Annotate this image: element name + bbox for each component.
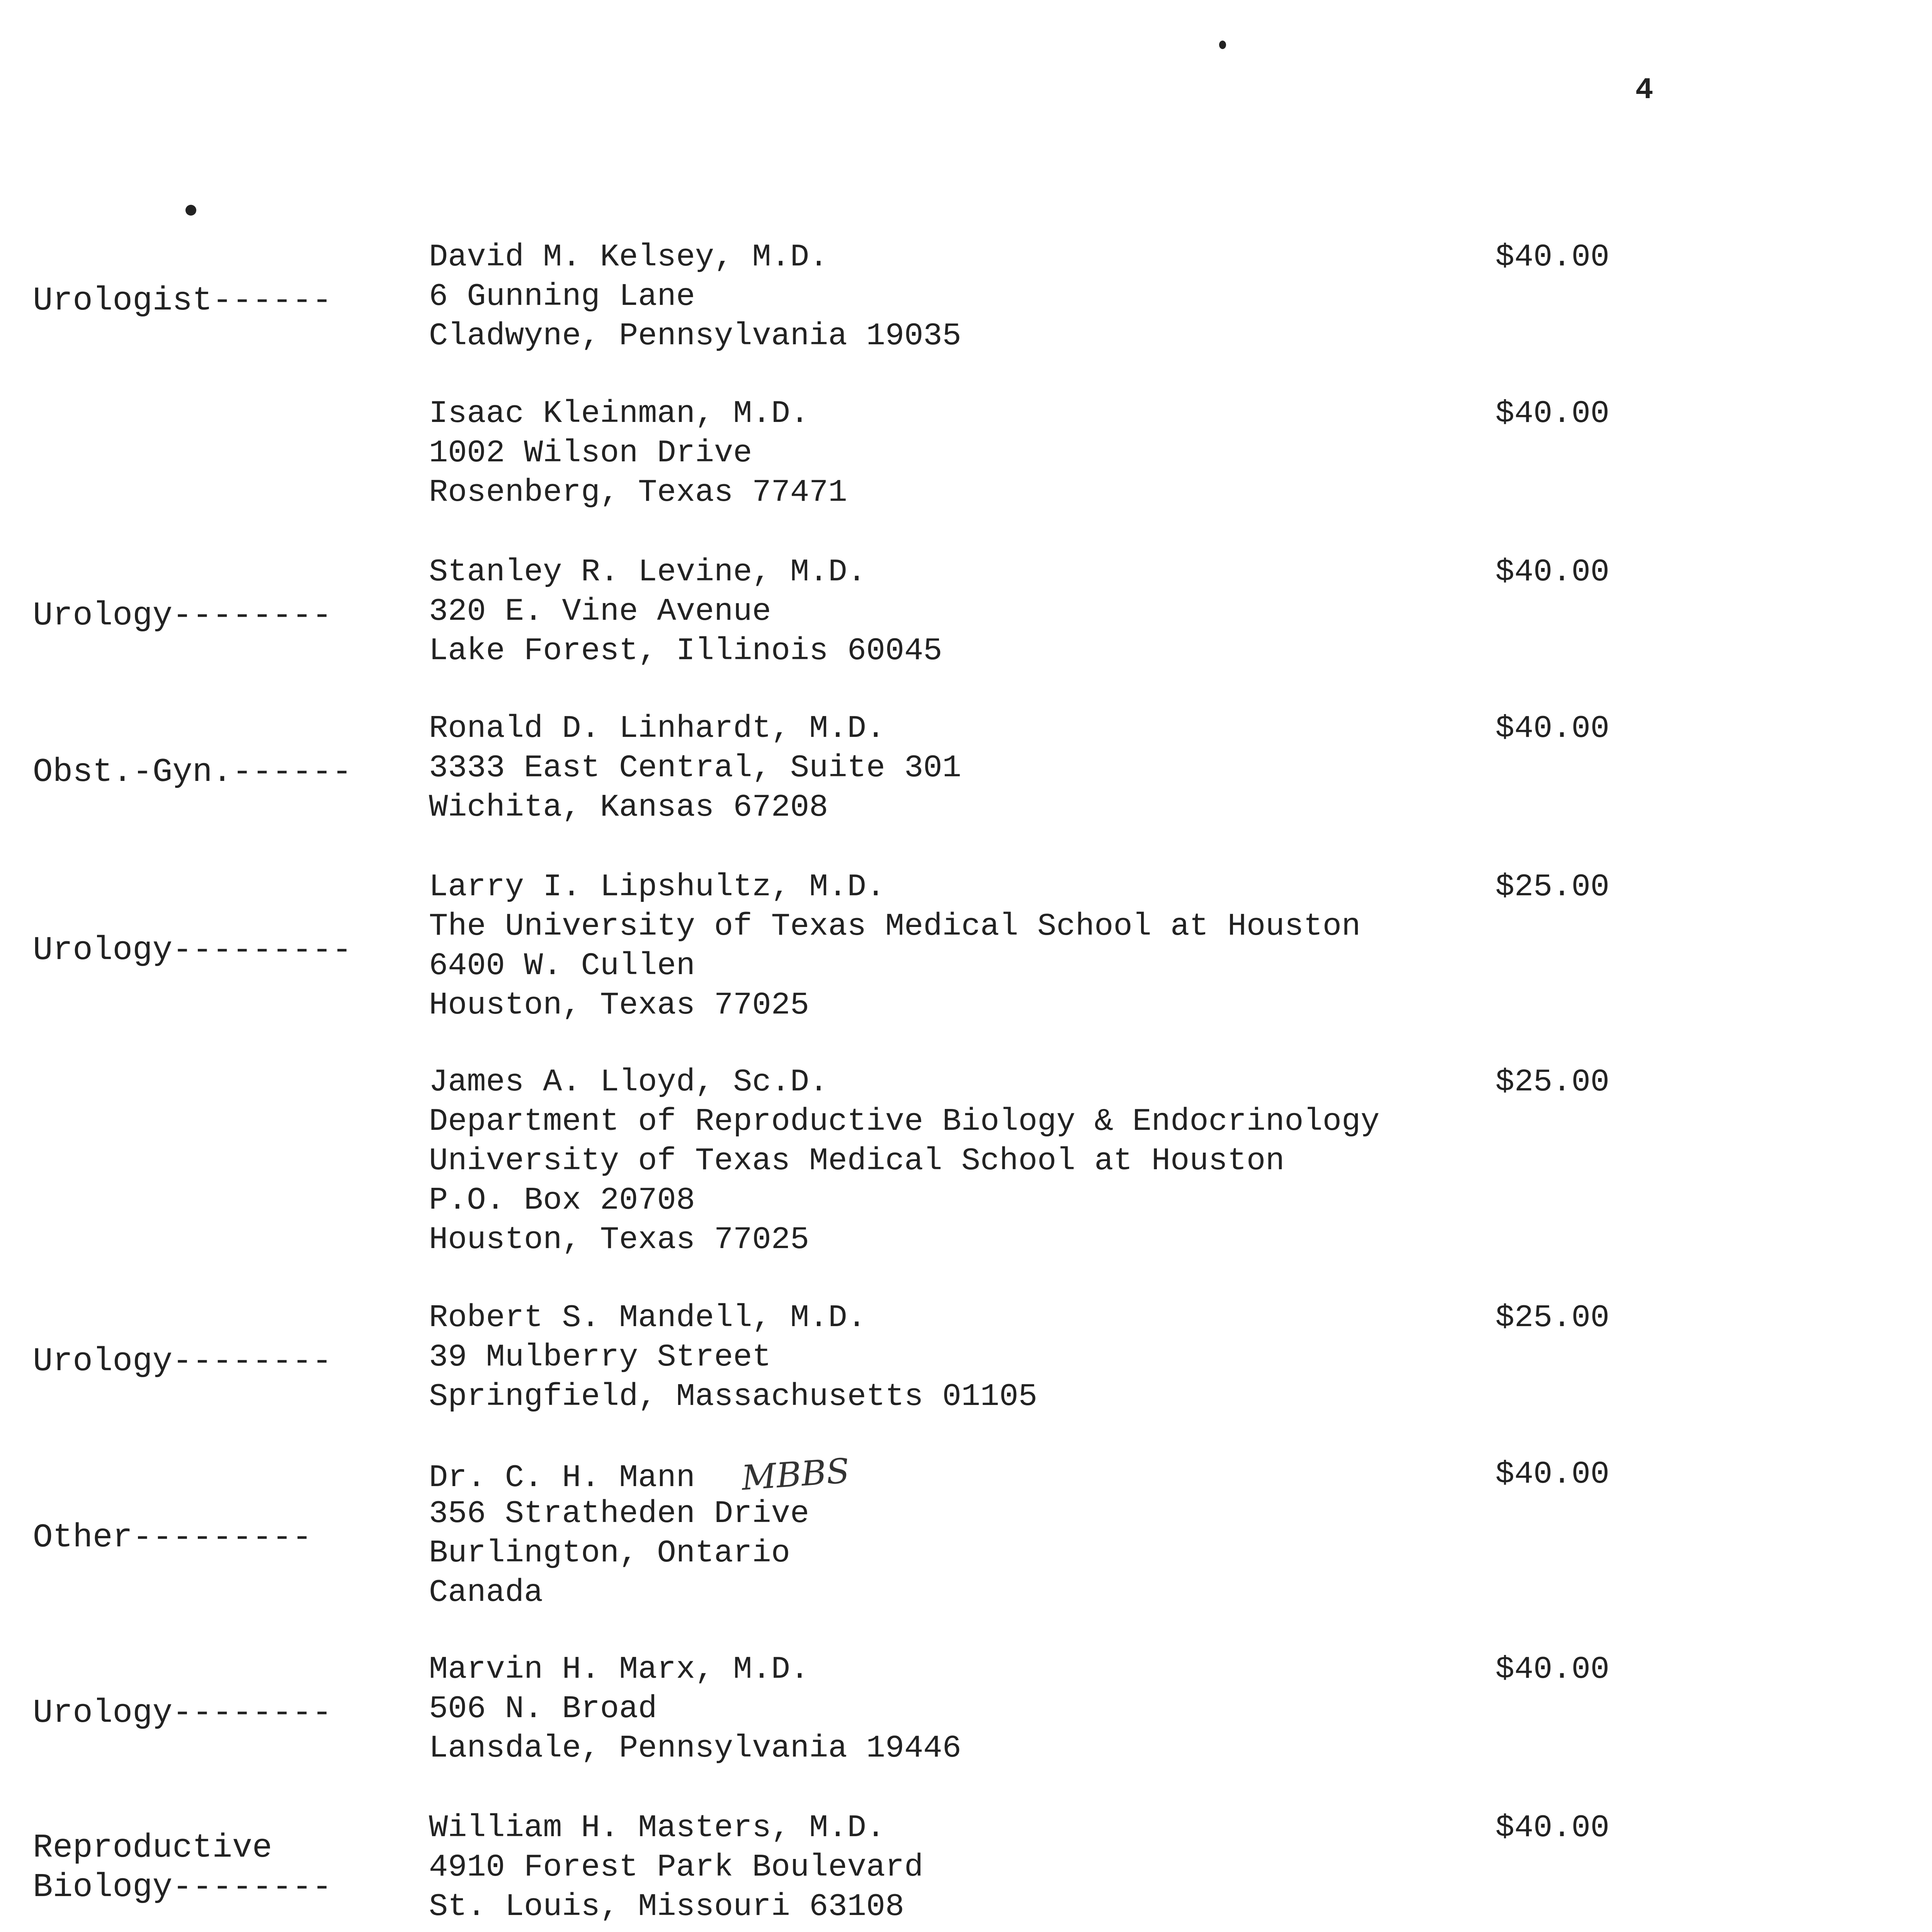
specialty-text: Biology--------	[33, 1868, 332, 1906]
specialty-label	[33, 281, 435, 320]
address-block	[429, 1298, 1511, 1417]
specialty-label	[33, 1693, 435, 1733]
fee-amount: $40.00	[1495, 1810, 1610, 1846]
specialty-text: Urology--------	[33, 1342, 332, 1380]
contact-name: David M. Kelsey, M.D.	[429, 239, 828, 275]
specialty-label	[33, 596, 435, 635]
fee-amount: $40.00	[1495, 1651, 1610, 1687]
contact-name: Robert S. Mandell, M.D.	[429, 1300, 866, 1336]
handwritten-annotation: MBBS	[740, 1451, 851, 1498]
scan-speck	[185, 205, 196, 216]
fee-amount: $40.00	[1495, 239, 1610, 275]
address-line: University of Texas Medical School at Houston	[429, 1143, 1285, 1179]
contact-name: Larry I. Lipshultz, M.D.	[429, 869, 885, 905]
address-line: 356 Stratheden Drive	[429, 1496, 810, 1532]
address-block	[429, 1650, 1511, 1768]
contact-name: Marvin H. Marx, M.D.	[429, 1651, 810, 1687]
specialty-text: Urology--------	[33, 597, 332, 634]
specialty-text: Obst.-Gyn.------	[33, 753, 352, 791]
address-line: St. Louis, Missouri 63108	[429, 1889, 905, 1925]
address-line: Rosenberg, Texas 77471	[429, 474, 847, 510]
contact-name: Dr. C. H. Mann MBBS	[429, 1451, 851, 1498]
specialty-label	[33, 930, 435, 970]
fee-amount: $25.00	[1495, 1300, 1610, 1336]
specialty-text: Urologist------	[33, 282, 332, 320]
contact-name: William H. Masters, M.D.	[429, 1810, 885, 1846]
address-line: 4910 Forest Park Boulevard	[429, 1849, 923, 1885]
contact-name: Ronald D. Linhardt, M.D.	[429, 711, 885, 747]
address-line: 506 N. Broad	[429, 1691, 657, 1727]
fee-amount: $40.00	[1495, 1456, 1610, 1492]
fee-amount: $40.00	[1495, 554, 1610, 590]
contact-name: Stanley R. Levine, M.D.	[429, 554, 866, 590]
address-block	[429, 867, 1511, 1025]
address-line: 39 Mulberry Street	[429, 1339, 771, 1375]
address-line: Cladwyne, Pennsylvania 19035	[429, 318, 961, 354]
address-line: Houston, Texas 77025	[429, 1222, 810, 1258]
address-line: 1002 Wilson Drive	[429, 435, 752, 471]
address-block	[429, 1808, 1511, 1927]
contact-name: James A. Lloyd, Sc.D.	[429, 1064, 828, 1100]
address-line: Canada	[429, 1575, 543, 1611]
address-line: 3333 East Central, Suite 301	[429, 750, 961, 786]
address-block	[429, 1063, 1511, 1260]
address-block	[429, 238, 1511, 356]
address-line: The University of Texas Medical School at Houston	[429, 908, 1361, 944]
address-line: Houston, Texas 77025	[429, 987, 810, 1023]
address-line: 6400 W. Cullen	[429, 948, 695, 984]
address-block	[429, 553, 1511, 671]
specialty-text: Reproductive	[33, 1829, 272, 1867]
specialty-label	[33, 752, 435, 792]
address-line: 320 E. Vine Avenue	[429, 594, 771, 629]
page-number: 4	[1635, 73, 1653, 107]
address-line: Lansdale, Pennsylvania 19446	[429, 1730, 961, 1766]
address-block	[429, 1451, 1511, 1612]
specialty-label	[33, 1518, 435, 1557]
address-block	[429, 709, 1511, 827]
fee-amount: $40.00	[1495, 396, 1610, 432]
address-block	[429, 394, 1511, 512]
specialty-text: Other---------	[33, 1519, 312, 1556]
address-line: Wichita, Kansas 67208	[429, 789, 828, 825]
fee-amount: $25.00	[1495, 1064, 1610, 1100]
address-line: 6 Gunning Lane	[429, 279, 695, 315]
address-line: Springfield, Massachusetts 01105	[429, 1379, 1037, 1415]
address-line: P.O. Box 20708	[429, 1182, 695, 1218]
specialty-label	[33, 1828, 435, 1907]
fee-amount: $25.00	[1495, 869, 1610, 905]
contact-name: Isaac Kleinman, M.D.	[429, 396, 810, 432]
scan-speck	[1219, 41, 1226, 49]
fee-amount: $40.00	[1495, 711, 1610, 747]
address-line: Department of Reproductive Biology & Endocrinology	[429, 1104, 1380, 1139]
specialty-text: Urology---------	[33, 931, 352, 969]
specialty-text: Urology--------	[33, 1694, 332, 1732]
specialty-label	[33, 1342, 435, 1381]
address-line: Burlington, Ontario	[429, 1535, 790, 1571]
address-line: Lake Forest, Illinois 60045	[429, 633, 942, 669]
